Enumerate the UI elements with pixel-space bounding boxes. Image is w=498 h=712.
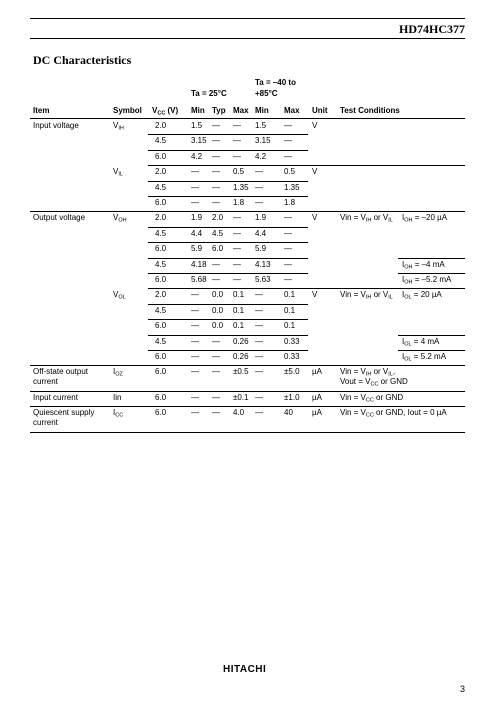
min-range-cell: — — [255, 367, 263, 377]
group-separator — [30, 406, 465, 407]
header-vcc-unit: (V) — [165, 106, 179, 115]
symbol-cell: Iin — [113, 393, 122, 403]
unit-cell: µA — [312, 367, 322, 377]
min-range-cell: — — [255, 352, 263, 361]
vcc-cell: 4.5 — [155, 259, 167, 269]
vcc-cell: 6.0 — [155, 367, 167, 377]
vcc-cell: 6.0 — [155, 352, 167, 361]
min-range-cell: — — [255, 408, 263, 418]
typ-cell: — — [212, 336, 220, 346]
max-25-cell: 0.1 — [233, 305, 245, 315]
condition-separator — [398, 350, 465, 351]
min-25-cell: — — [191, 408, 199, 418]
max-range-cell: ±5.0 — [284, 367, 300, 377]
typ-cell: — — [212, 136, 220, 146]
min-25-cell: — — [191, 393, 199, 403]
vcc-cell: 2.0 — [155, 290, 167, 300]
min-range-cell: 4.4 — [255, 228, 267, 238]
typ-cell: — — [212, 408, 220, 418]
unit-cell: V — [312, 167, 318, 177]
max-25-cell: 0.1 — [233, 321, 245, 331]
min-25-cell: — — [191, 182, 199, 192]
vcc-cell: 2.0 — [155, 167, 167, 177]
min-25-cell: 5.9 — [191, 244, 203, 254]
typ-cell: — — [212, 198, 220, 207]
min-range-cell: 3.15 — [255, 136, 271, 146]
max-range-cell: — — [284, 244, 292, 254]
vcc-cell: 6.0 — [155, 198, 167, 207]
max-range-cell: — — [284, 213, 292, 223]
min-25-cell: — — [191, 321, 199, 331]
condition-cell: Vin = $V_{IH}$ or $V_{IL}$, Vout = $V_{CC}$ or GND — [340, 367, 408, 388]
condition-current-cell: $I_{OH} = -5.2$ mA — [402, 275, 452, 286]
vcc-cell: 4.5 — [155, 336, 167, 346]
min-25-cell: — — [191, 367, 199, 377]
max-range-cell: 0.33 — [284, 336, 300, 346]
typ-cell: — — [212, 393, 220, 403]
row-separator — [148, 319, 308, 320]
condition-cell: Vin = $V_{CC}$ or GND — [340, 393, 404, 404]
typ-cell: — — [212, 151, 220, 161]
typ-cell: 4.5 — [212, 228, 224, 238]
vcc-cell: 4.5 — [155, 136, 167, 146]
header-typ: Typ — [212, 106, 226, 115]
condition-current-cell: $I_{OL} = 20$ µA — [402, 290, 442, 301]
typ-cell: 0.0 — [212, 305, 224, 315]
max-range-cell: 0.1 — [284, 290, 296, 300]
typ-cell: 0.0 — [212, 290, 224, 300]
header-ta25: Ta = 25°C — [191, 89, 227, 98]
min-range-cell: 1.9 — [255, 213, 267, 223]
condition-separator — [398, 258, 465, 259]
max-25-cell: 0.26 — [233, 352, 249, 361]
row-separator — [148, 273, 308, 274]
min-25-cell: — — [191, 352, 199, 361]
vcc-cell: 6.0 — [155, 244, 167, 254]
row-separator — [148, 181, 308, 182]
vcc-cell: 2.0 — [155, 121, 167, 130]
section-title: DC Characteristics — [33, 53, 132, 67]
max-25-cell: 4.0 — [233, 408, 245, 418]
header-item: Item — [33, 106, 50, 115]
header-ta-range-line1: Ta = –40 to — [255, 78, 296, 87]
max-25-cell: — — [233, 121, 241, 130]
min-25-cell: 3.15 — [191, 136, 207, 146]
max-range-cell: — — [284, 228, 292, 238]
row-separator — [148, 196, 308, 197]
row-separator — [148, 227, 308, 228]
min-25-cell: 1.5 — [191, 121, 203, 130]
vcc-cell: 6.0 — [155, 393, 167, 403]
subgroup-separator — [148, 165, 465, 166]
row-separator — [148, 304, 308, 305]
max-range-cell: 40 — [284, 408, 293, 418]
vcc-cell: 6.0 — [155, 275, 167, 284]
min-25-cell: — — [191, 305, 199, 315]
hitachi-logo: HITACHI — [223, 664, 267, 675]
min-range-cell: 4.13 — [255, 259, 271, 269]
max-25-cell: — — [233, 228, 241, 238]
max-range-cell: — — [284, 275, 292, 284]
header-symbol: Symbol — [113, 106, 142, 115]
min-range-cell: — — [255, 182, 263, 192]
max-25-cell: 0.5 — [233, 167, 245, 177]
row-separator — [148, 134, 308, 135]
row-separator — [148, 350, 308, 351]
table-bottom-rule — [30, 432, 465, 433]
item-label: Input voltage — [33, 121, 79, 130]
max-25-cell: 0.26 — [233, 336, 249, 346]
condition-cell: Vin = $V_{CC}$ or GND, Iout = 0 µA — [340, 408, 447, 419]
symbol-cell: $V_{IH}$ — [113, 121, 124, 132]
header-ta-range-line2: +85°C — [255, 89, 278, 98]
max-25-cell: 0.1 — [233, 290, 245, 300]
max-range-cell: — — [284, 151, 292, 161]
header-min-25: Min — [191, 106, 205, 115]
unit-cell: V — [312, 213, 318, 223]
row-separator — [148, 335, 308, 336]
header-test-conditions: Test Conditions — [340, 106, 400, 115]
vcc-cell: 6.0 — [155, 408, 167, 418]
row-separator — [148, 242, 308, 243]
part-number: HD74HC377 — [399, 22, 465, 36]
max-range-cell: — — [284, 259, 292, 269]
max-range-cell: 1.35 — [284, 182, 300, 192]
condition-cell: Vin = $V_{IH}$ or $V_{IL}$ — [340, 290, 393, 301]
min-range-cell: — — [255, 305, 263, 315]
min-25-cell: — — [191, 336, 199, 346]
header-vcc — [152, 106, 178, 116]
typ-cell: — — [212, 121, 220, 130]
item-label: Input current — [33, 393, 78, 403]
symbol-cell: $I_{OZ}$ — [113, 367, 123, 378]
header-rule — [30, 38, 465, 39]
typ-cell: — — [212, 367, 220, 377]
min-25-cell: 4.2 — [191, 151, 203, 161]
header-unit: Unit — [312, 106, 328, 115]
symbol-cell: $V_{OH}$ — [113, 213, 127, 224]
typ-cell: — — [212, 352, 220, 361]
vcc-cell: 4.5 — [155, 182, 167, 192]
max-range-cell: 0.1 — [284, 321, 296, 331]
min-25-cell: — — [191, 167, 199, 177]
unit-cell: µA — [312, 408, 322, 418]
vcc-cell: 4.5 — [155, 228, 167, 238]
min-25-cell: 1.9 — [191, 213, 203, 223]
min-25-cell: 5.68 — [191, 275, 207, 284]
min-range-cell: 4.2 — [255, 151, 267, 161]
max-25-cell: 1.8 — [233, 198, 245, 207]
condition-current-cell: $I_{OL} = 5.2$ mA — [402, 352, 447, 363]
unit-cell: V — [312, 121, 318, 130]
group-separator — [30, 391, 465, 392]
min-range-cell: 1.5 — [255, 121, 267, 130]
typ-cell: 6.0 — [212, 244, 224, 254]
max-25-cell: ±0.1 — [233, 393, 249, 403]
min-range-cell: — — [255, 167, 263, 177]
vcc-cell: 6.0 — [155, 321, 167, 331]
vcc-cell: 2.0 — [155, 213, 167, 223]
max-25-cell: — — [233, 136, 241, 146]
condition-current-cell: $I_{OL} = 4$ mA — [402, 336, 440, 348]
header-max-25: Max — [233, 106, 249, 115]
max-25-cell: ±0.5 — [233, 367, 249, 377]
header-vcc-sub: CC — [157, 110, 166, 117]
header-max-range: Max — [284, 106, 300, 115]
min-range-cell: — — [255, 290, 263, 300]
min-25-cell: 4.18 — [191, 259, 207, 269]
condition-current-cell: $I_{OH} = -4$ mA — [402, 259, 445, 271]
item-label: Quiescent supply current — [33, 408, 95, 428]
condition-cell: Vin = $V_{IH}$ or $V_{IL}$ — [340, 213, 393, 224]
unit-cell: µA — [312, 393, 322, 403]
max-range-cell: 0.33 — [284, 352, 300, 361]
max-25-cell: — — [233, 244, 241, 254]
min-range-cell: — — [255, 336, 263, 346]
min-25-cell: — — [191, 290, 199, 300]
max-range-cell: — — [284, 136, 292, 146]
max-25-cell: — — [233, 259, 241, 269]
max-25-cell: — — [233, 213, 241, 223]
min-25-cell: — — [191, 198, 199, 207]
min-range-cell: — — [255, 393, 263, 403]
condition-current-cell: $I_{OH} = -20$ µA — [402, 213, 448, 224]
min-range-cell: — — [255, 321, 263, 331]
typ-cell: — — [212, 182, 220, 192]
top-rule — [30, 18, 465, 19]
max-25-cell: — — [233, 151, 241, 161]
typ-cell: 0.0 — [212, 321, 224, 331]
typ-cell: — — [212, 259, 220, 269]
group-separator — [30, 211, 465, 212]
typ-cell: — — [212, 167, 220, 177]
max-range-cell: 0.1 — [284, 305, 296, 315]
item-label: Off-state output current — [33, 367, 88, 387]
item-label: Output voltage — [33, 213, 86, 223]
max-range-cell: ±1.0 — [284, 393, 300, 403]
condition-separator — [398, 273, 465, 274]
max-range-cell: 1.8 — [284, 198, 296, 207]
page-number: 3 — [459, 684, 465, 694]
header-vcc-label: V — [152, 106, 158, 115]
header-min-range: Min — [255, 106, 269, 115]
header-bottom-rule — [30, 118, 465, 119]
min-range-cell: 5.9 — [255, 244, 267, 254]
symbol-cell: $I_{CC}$ — [113, 408, 124, 419]
min-25-cell: 4.4 — [191, 228, 203, 238]
symbol-cell: $V_{IL}$ — [113, 167, 123, 178]
condition-separator — [398, 365, 465, 366]
max-range-cell: — — [284, 121, 292, 130]
max-25-cell: 1.35 — [233, 182, 249, 192]
row-separator — [148, 258, 308, 259]
row-separator — [148, 150, 308, 151]
condition-separator — [398, 335, 465, 336]
min-range-cell: — — [255, 198, 263, 207]
typ-cell: 2.0 — [212, 213, 224, 223]
typ-cell: — — [212, 275, 220, 284]
condition-separator — [398, 288, 465, 289]
vcc-cell: 4.5 — [155, 305, 167, 315]
max-25-cell: — — [233, 275, 241, 284]
min-range-cell: 5.63 — [255, 275, 271, 284]
symbol-cell: $V_{OL}$ — [113, 290, 126, 301]
max-range-cell: 0.5 — [284, 167, 296, 177]
vcc-cell: 6.0 — [155, 151, 167, 161]
unit-cell: V — [312, 290, 318, 300]
